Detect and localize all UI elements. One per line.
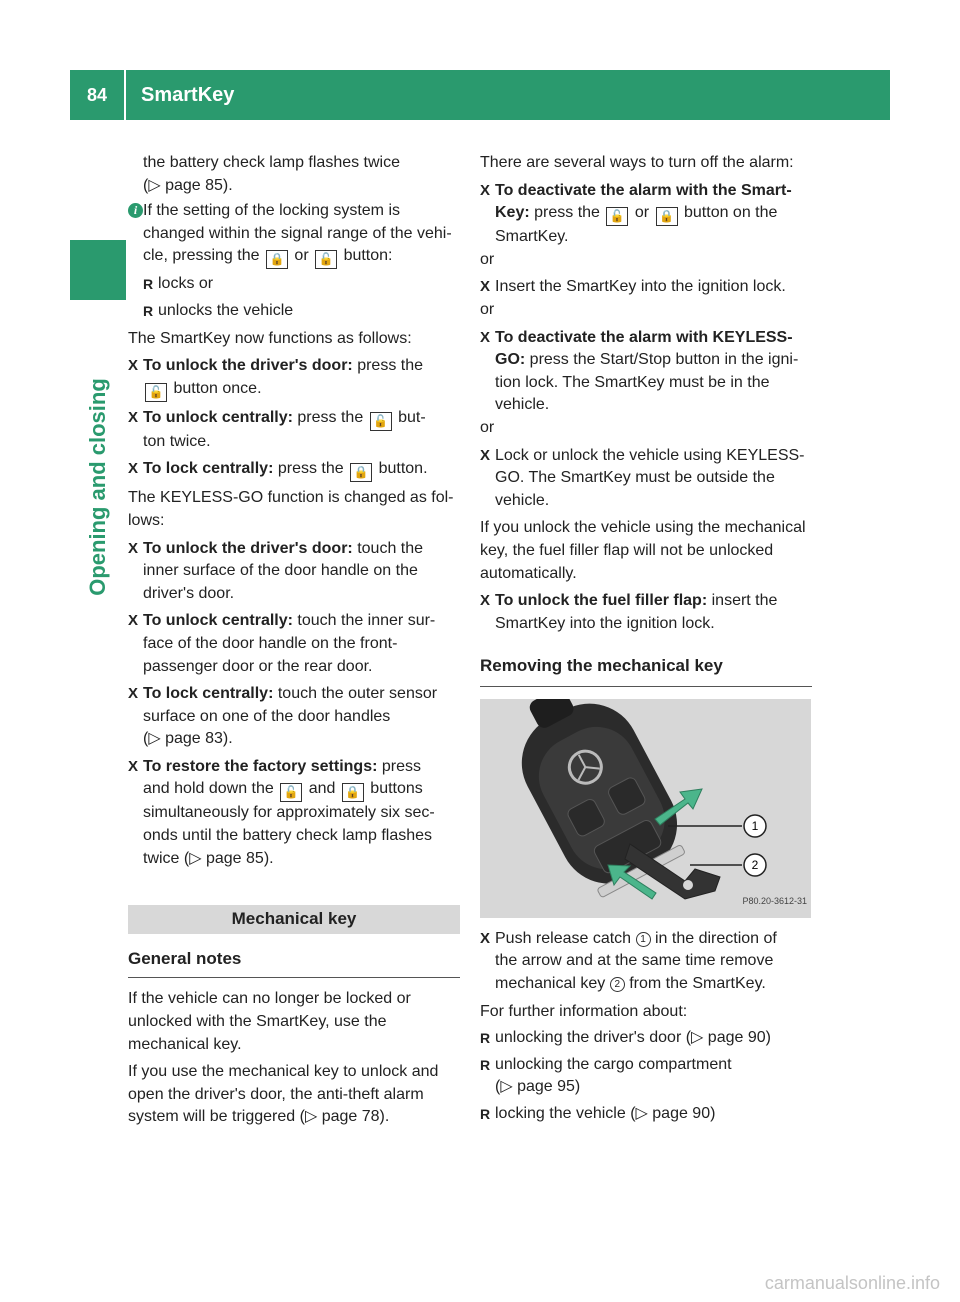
paragraph: The SmartKey now functions as follows: [128,329,412,347]
list-item: R unlocking the driver's door (▷ page 90) [480,1027,812,1050]
or-text: or [480,300,495,318]
step-marker: X [480,328,491,346]
smartkey-figure [480,699,811,918]
list-item: R unlocking the cargo compartment (▷ page 95) [480,1055,732,1096]
bullet-marker: R [480,1106,491,1123]
step-marker: X [128,612,139,630]
unlock-icon: 🔓 [315,250,337,269]
text-line: lows: [128,511,165,529]
step-marker: X [128,357,139,375]
text-line: mechanical key. [128,1035,242,1053]
subheading-general-notes: General notes [128,948,460,979]
step-deactivate-alarm-smartkey: X To deactivate the alarm with the Smart- Key: press the 🔓 or 🔒 button on the SmartKey. [480,181,792,246]
bullet-marker: R [143,302,154,319]
or-text: or [480,418,495,436]
step-marker: X [128,539,139,557]
text-line: If the vehicle can no longer be locked or [128,990,411,1008]
or-text: or [480,250,495,268]
subheading-removing-mechanical-key: Removing the mechanical key [480,655,812,687]
step-lock-unlock-keyless: X Lock or unlock the vehicle using KEYLESS- GO. The SmartKey must be outside the vehicle. [480,446,805,509]
step-marker: X [128,460,139,478]
step-push-release-catch: X Push release catch 1 in the direction of the arrow and at the same time remove mechanical key 2 from the SmartKey. [480,929,777,993]
right-column [480,152,812,1126]
step-marker: X [480,929,491,947]
text-line: The KEYLESS-GO function is changed as fol- [128,489,454,507]
step-keyless-lock-centrally: X To lock centrally: touch the outer sensor surface on one of the door handles (▷ page 83). [128,685,438,748]
lock-icon: 🔒 [350,463,372,482]
info-icon: i [128,203,143,218]
step-marker: X [480,446,491,464]
info-note [128,200,460,322]
step-deactivate-alarm-keyless: X To deactivate the alarm with KEYLESS- GO: press the Start/Stop button in the igni- tion lock. The SmartKey must be in the vehicle. [480,328,799,414]
unlock-icon: 🔓 [370,412,392,431]
lock-icon: 🔒 [342,783,364,802]
section-label: Opening and closing [85,378,110,596]
bullet-marker: R [480,1056,491,1073]
watermark: carmanualsonline.info [764,1273,940,1293]
list-item: R locking the vehicle (▷ page 90) [480,1103,812,1126]
callout-2-inline: 2 [610,977,625,992]
lock-icon: 🔒 [266,250,288,269]
smartkey-illustration [480,699,811,918]
step-marker: X [480,181,491,199]
text-line: system will be triggered (▷ page 78). [128,1108,390,1126]
bullet-marker: R [480,1030,491,1047]
text-line: automatically. [480,564,577,582]
side-tab [70,240,126,300]
step-unlock-driver-door: X To unlock the driver's door: press the 🔓 button once. [128,355,460,402]
step-marker: X [128,685,139,703]
paragraph: There are several ways to turn off the alarm: [480,154,794,171]
step-marker: X [128,408,139,426]
step-keyless-unlock-driver: X To unlock the driver's door: touch the inner surface of the door handle on the driver's door. [128,539,424,602]
step-unlock-centrally: X To unlock centrally: press the 🔓 but- ton twice. [128,408,426,450]
callout-2-label: 2 [751,857,759,872]
page-number: 84 [70,70,126,120]
text-line: open the driver's door, the anti-theft alarm [128,1085,424,1103]
page-ref: (▷ page 85). [143,176,233,194]
text-line: cle, pressing the 🔒 or 🔓 button: [143,245,460,269]
step-marker: X [128,757,139,775]
page-title: SmartKey [141,83,235,106]
step-marker: X [480,278,491,296]
list-item: R locks or [143,273,460,296]
callout-1-inline: 1 [636,932,651,947]
unlock-icon: 🔓 [145,383,167,402]
step-keyless-unlock-centrally: X To unlock centrally: touch the inner sur- face of the door handle on the front- passenger door or the rear door. [128,612,436,675]
callout-1-label: 1 [751,818,759,833]
paragraph: For further information about: [480,1002,688,1020]
text-line: If you unlock the vehicle using the mechanical [480,519,806,537]
step-restore-factory: X To restore the factory settings: press and hold down the 🔓 and 🔒 buttons simultaneously for approximately six sec- onds until the battery check lamp flashes twice (▷ page 85). [128,757,435,867]
text-line: key, the fuel filler flap will not be unlocked [480,541,774,559]
text-line: If you use the mechanical key to unlock and [128,1063,439,1081]
lock-icon: 🔒 [656,207,678,226]
step-unlock-fuel-flap: X To unlock the fuel filler flap: insert the SmartKey into the ignition lock. [480,592,778,632]
step-lock-centrally: X To lock centrally: press the 🔒 button. [128,458,460,482]
section-heading-mechanical-key: Mechanical key [128,905,460,934]
text-line: unlocked with the SmartKey, use the [128,1013,387,1031]
text-line: the battery check lamp flashes twice [143,154,401,171]
left-column [128,152,460,1129]
unlock-icon: 🔓 [280,783,302,802]
figure-code: P80.20-3612-31 [742,896,807,907]
text-line: changed within the signal range of the vehi- [143,224,452,242]
step-insert-smartkey: X Insert the SmartKey into the ignition lock. [480,276,812,299]
unlock-icon: 🔓 [606,207,628,226]
list-item: R unlocks the vehicle [143,300,460,323]
bullet-marker: R [143,276,154,293]
step-marker: X [480,592,491,610]
text-line: If the setting of the locking system is [143,202,401,220]
